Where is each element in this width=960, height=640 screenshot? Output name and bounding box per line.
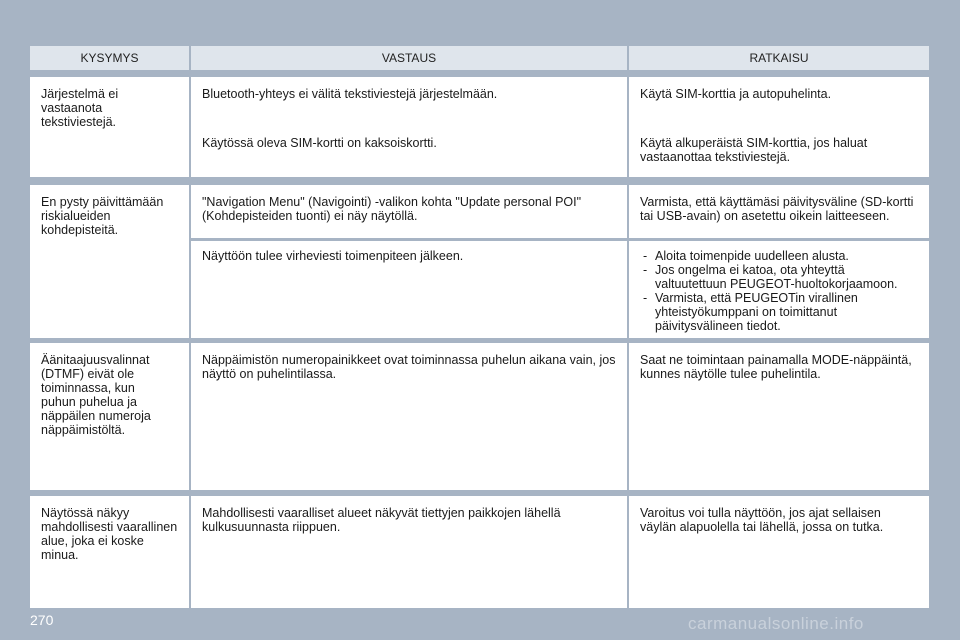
row-3-answer-1: Näppäimistön numeropainikkeet ovat toiminnassa puhelun aikana vain, jos näyttö on puhelintilassa. [202, 353, 616, 381]
header-solution: RATKAISU [629, 46, 929, 70]
row-3-solution [629, 343, 929, 490]
header-question: KYSYMYS [30, 46, 189, 70]
bullet-2 [643, 263, 909, 291]
row-2-answer-b [191, 241, 627, 338]
bullet-3 [643, 291, 889, 333]
row-3-solution-1: Saat ne toimintaan painamalla MODE-näppäintä, kunnes näytölle tulee puhelintila. [640, 353, 912, 381]
row-1-answer-1: Bluetooth-yhteys ei välitä tekstiviestejä järjestelmään. [202, 87, 498, 101]
row-3-question-text: Äänitaajuusvalinnat (DTMF) eivät ole toiminnassa, kun puhun puhelua ja näppäilen numeroja näppäimistöltä. [41, 353, 151, 437]
bullet-dash: - [643, 291, 648, 305]
row-3-question [30, 343, 189, 490]
bullet-dash: - [643, 249, 648, 263]
row-4-question [30, 496, 189, 608]
row-2-answer-a [191, 185, 627, 238]
bullet-text: Aloita toimenpide uudelleen alusta. [655, 249, 849, 263]
header-answer: VASTAUS [191, 46, 627, 70]
row-4-question-text: Näytössä näkyy mahdollisesti vaarallinen alue, joka ei koske minua. [41, 506, 178, 562]
row-1-solution-1: Käytä SIM-korttia ja autopuhelinta. [640, 87, 832, 101]
row-2-solution-1: Varmista, että käyttämäsi päivitysväline (SD-kortti tai USB-avain) on asetettu oikein laitteeseen. [640, 195, 914, 223]
bullet-text: Jos ongelma ei katoa, ota yhteyttä valtuutettuun PEUGEOT-huoltokorjaamoon. [655, 263, 898, 291]
row-1-answer [191, 77, 627, 177]
row-4-answer-1: Mahdollisesti vaaralliset alueet näkyvät tiettyjen paikkojen lähellä kulkusuunnasta riippuen. [202, 506, 561, 534]
bullet-dash: - [643, 263, 648, 277]
row-1-question-text: Järjestelmä ei vastaanota tekstiviestejä. [41, 87, 119, 129]
row-1-solution-2: Käytä alkuperäistä SIM-korttia, jos haluat vastaanottaa tekstiviestejä. [640, 136, 868, 164]
watermark: carmanualsonline.info [688, 614, 864, 633]
bullet-text: Varmista, että PEUGEOTin virallinen yhteistyökumppani on toimittanut päivitysvälineen tiedot. [655, 291, 858, 333]
bullet-1 [643, 249, 921, 263]
row-3-answer [191, 343, 627, 490]
row-2-answer-2: Näyttöön tulee virheviesti toimenpiteen jälkeen. [202, 249, 464, 263]
row-2-solution-b [629, 241, 929, 338]
row-2-question [30, 185, 189, 338]
row-1-solution [629, 77, 929, 177]
row-2-answer-1: "Navigation Menu" (Navigointi) -valikon kohta "Update personal POI" (Kohdepisteiden tuonti) ei näy näytöllä. [202, 195, 582, 223]
row-2-question-text: En pysty päivittämään riskialueiden kohdepisteitä. [41, 195, 164, 237]
row-4-answer [191, 496, 627, 608]
page-number: 270 [30, 612, 54, 628]
row-4-solution [629, 496, 929, 608]
row-4-solution-1: Varoitus voi tulla näyttöön, jos ajat sellaisen väylän alapuolella tai lähellä, jossa on tutka. [640, 506, 884, 534]
row-2-solution-a [629, 185, 929, 238]
row-1-answer-2: Käytössä oleva SIM-kortti on kaksoiskortti. [202, 136, 437, 150]
row-1-question [30, 77, 189, 177]
